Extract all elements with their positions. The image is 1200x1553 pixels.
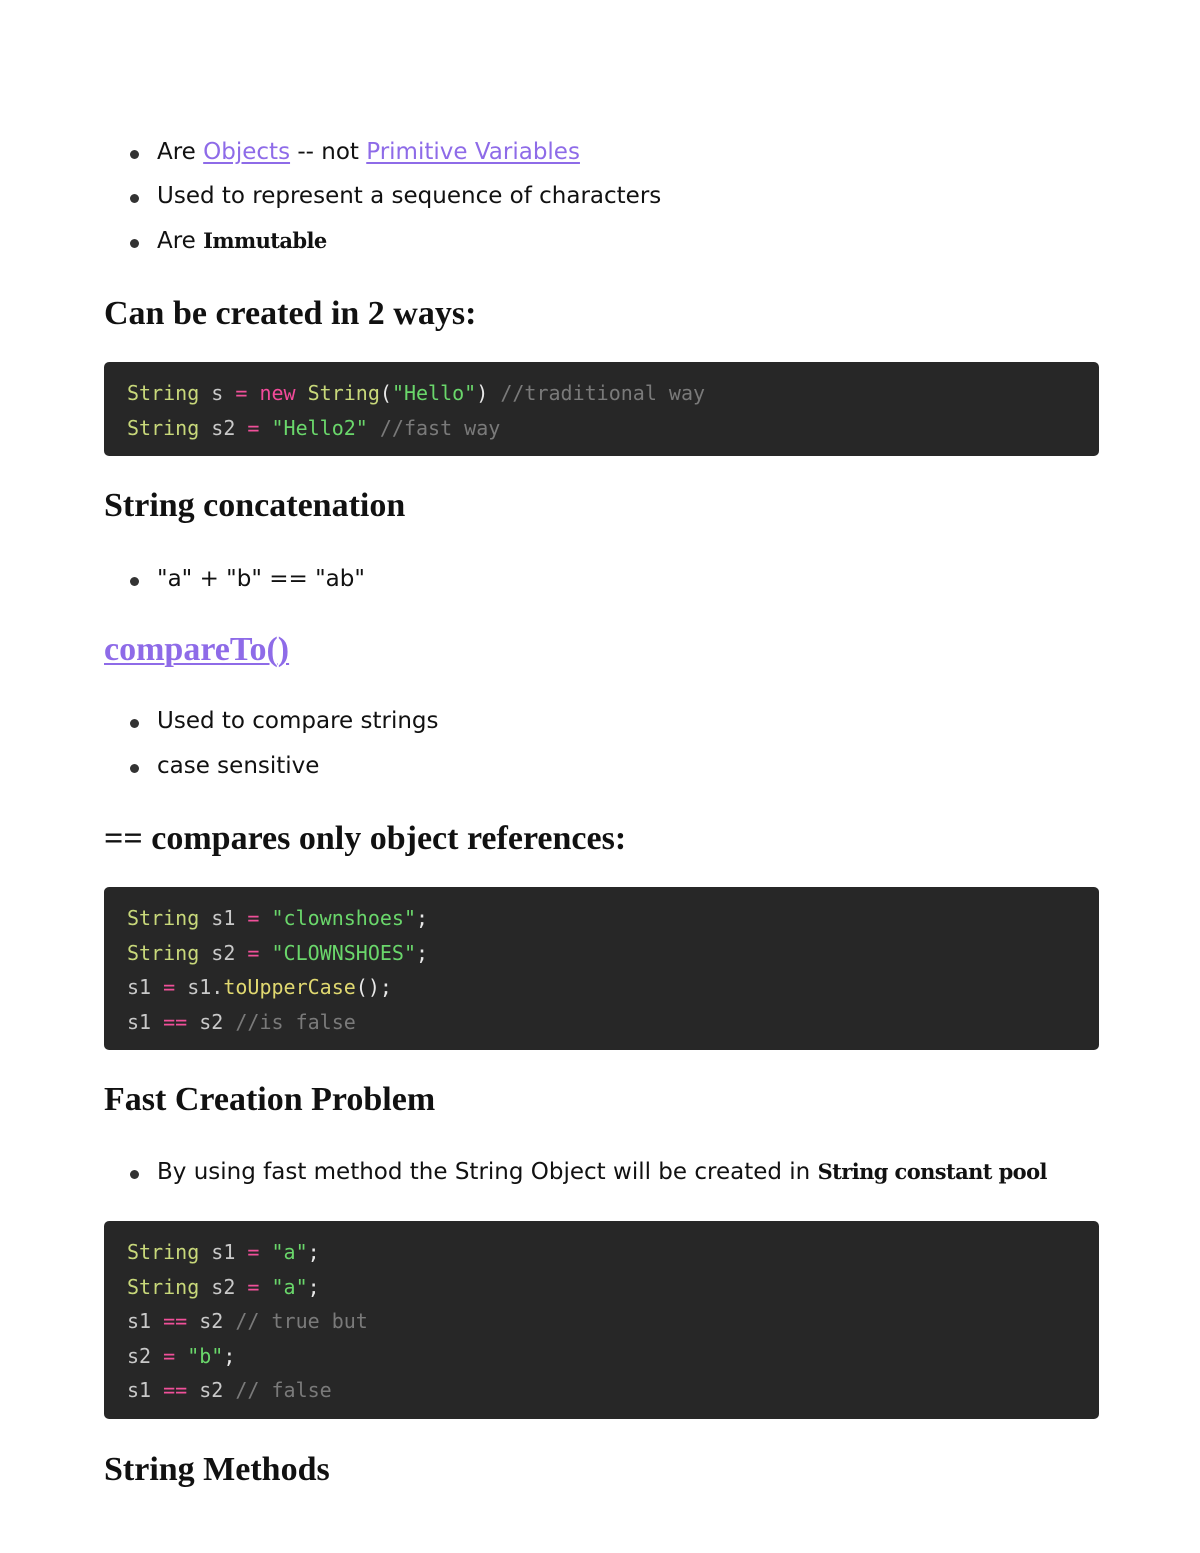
code-token: String	[127, 415, 200, 440]
code-line	[127, 901, 1076, 936]
objects-link[interactable]: Objects	[203, 139, 291, 165]
list-item	[104, 564, 365, 594]
list-item	[104, 706, 439, 736]
bullet-text: case sensitive	[157, 753, 320, 779]
code-token: s2	[199, 1274, 248, 1299]
code-block-equals	[104, 887, 1099, 1050]
code-token: String	[127, 940, 200, 965]
code-token	[259, 906, 271, 930]
code-token: "a"	[271, 1274, 308, 1299]
bullet-text: Used to compare strings	[157, 708, 439, 734]
code-token: ==	[163, 1378, 188, 1403]
code-token: =	[247, 1274, 260, 1299]
code-token: ;	[307, 1240, 320, 1264]
code-token: )	[476, 381, 489, 405]
code-token: ;	[416, 906, 429, 930]
code-block-fast-creation	[104, 1221, 1099, 1419]
code-token: =	[163, 975, 176, 1000]
bullet-text: By using fast method the String Object will be created in	[157, 1159, 818, 1185]
code-line	[127, 411, 1076, 446]
bullet-text: Are	[157, 139, 204, 165]
bullet-text: Are	[157, 228, 204, 254]
list-item	[104, 1157, 1047, 1187]
code-token: String	[127, 1240, 200, 1264]
heading-compareto	[104, 630, 289, 670]
code-line	[127, 1373, 1076, 1408]
code-token: toUpperCase	[223, 975, 356, 1000]
code-token: s1	[127, 975, 164, 1000]
compare-bullet-list	[104, 706, 439, 781]
code-block-creation	[104, 362, 1099, 456]
code-token: s1	[199, 1240, 248, 1264]
code-token: s2	[187, 1309, 236, 1334]
heading-fast-creation: Fast Creation Problem	[104, 1081, 436, 1118]
code-token: ==	[163, 1009, 188, 1034]
code-token: s1.	[175, 975, 224, 1000]
code-line	[127, 970, 1076, 1005]
code-token: =	[247, 1240, 260, 1264]
code-token	[259, 1275, 271, 1299]
bullet-text: Used to represent a sequence of characters	[157, 183, 662, 209]
code-token: s2	[187, 1378, 236, 1403]
bullet-text: "a" + "b" == "ab"	[157, 566, 365, 592]
code-token: s2	[127, 1343, 164, 1368]
code-token: =	[247, 906, 260, 930]
code-token	[259, 1240, 271, 1264]
code-line	[127, 1235, 1076, 1270]
compareto-link[interactable]: compareTo()	[104, 631, 290, 668]
code-token: new	[259, 381, 296, 405]
code-token: s	[199, 381, 236, 405]
heading-creation: Can be created in 2 ways:	[104, 295, 477, 332]
string-constant-pool-strong: String constant pool	[817, 1159, 1047, 1184]
code-token: ();	[355, 975, 392, 1000]
code-line	[127, 1304, 1076, 1339]
code-token: String	[127, 381, 200, 405]
code-line	[127, 376, 1076, 411]
code-token: s1	[199, 906, 248, 930]
code-token: "Hello"	[391, 381, 477, 405]
code-token: ;	[307, 1274, 320, 1299]
code-token: //fast way	[367, 415, 501, 440]
code-token: =	[163, 1343, 176, 1368]
code-token: ==	[163, 1309, 188, 1334]
code-token: =	[235, 381, 248, 405]
code-token	[259, 941, 271, 965]
code-token: ;	[223, 1343, 236, 1368]
code-token: String	[127, 906, 200, 930]
code-token: "clownshoes"	[271, 906, 417, 930]
code-token: ;	[416, 940, 429, 965]
code-token: String	[127, 1274, 200, 1299]
code-token: // false	[235, 1378, 332, 1403]
code-token: "b"	[187, 1343, 224, 1368]
primitive-variables-link[interactable]: Primitive Variables	[366, 139, 580, 165]
concat-bullet-list	[104, 564, 365, 594]
list-item	[104, 226, 661, 256]
code-token: s1	[127, 1009, 164, 1034]
code-token: =	[247, 415, 260, 440]
heading-concatenation: String concatenation	[104, 487, 406, 524]
code-line	[127, 1339, 1076, 1374]
code-token: "CLOWNSHOES"	[271, 940, 417, 965]
code-line	[127, 1270, 1076, 1305]
code-token: "Hello2"	[271, 415, 368, 440]
code-token: "a"	[271, 1240, 308, 1264]
code-token: //traditional way	[488, 381, 706, 405]
code-line	[127, 1005, 1076, 1040]
fast-bullet-list	[104, 1157, 1047, 1187]
bullet-text: -- not	[290, 139, 367, 165]
heading-string-methods: String Methods	[104, 1451, 330, 1488]
code-line	[127, 936, 1076, 971]
code-token	[175, 1344, 187, 1368]
list-item	[104, 751, 439, 781]
code-token	[259, 416, 271, 440]
code-token: s2	[199, 940, 248, 965]
code-token: s1	[127, 1309, 164, 1334]
code-token: //is false	[235, 1009, 356, 1034]
immutable-strong: Immutable	[203, 228, 327, 253]
code-token: String	[307, 381, 380, 405]
code-token: s2	[199, 415, 248, 440]
code-token: s1	[127, 1378, 164, 1403]
heading-equals-references: == compares only object references:	[104, 820, 627, 857]
list-item	[104, 181, 661, 211]
code-token: =	[247, 940, 260, 965]
code-token: s2	[187, 1009, 236, 1034]
code-token	[296, 381, 308, 405]
code-token: // true but	[235, 1309, 368, 1334]
list-item	[104, 137, 661, 167]
intro-bullet-list	[104, 137, 661, 256]
code-token: (	[379, 381, 392, 405]
code-token	[247, 381, 259, 405]
